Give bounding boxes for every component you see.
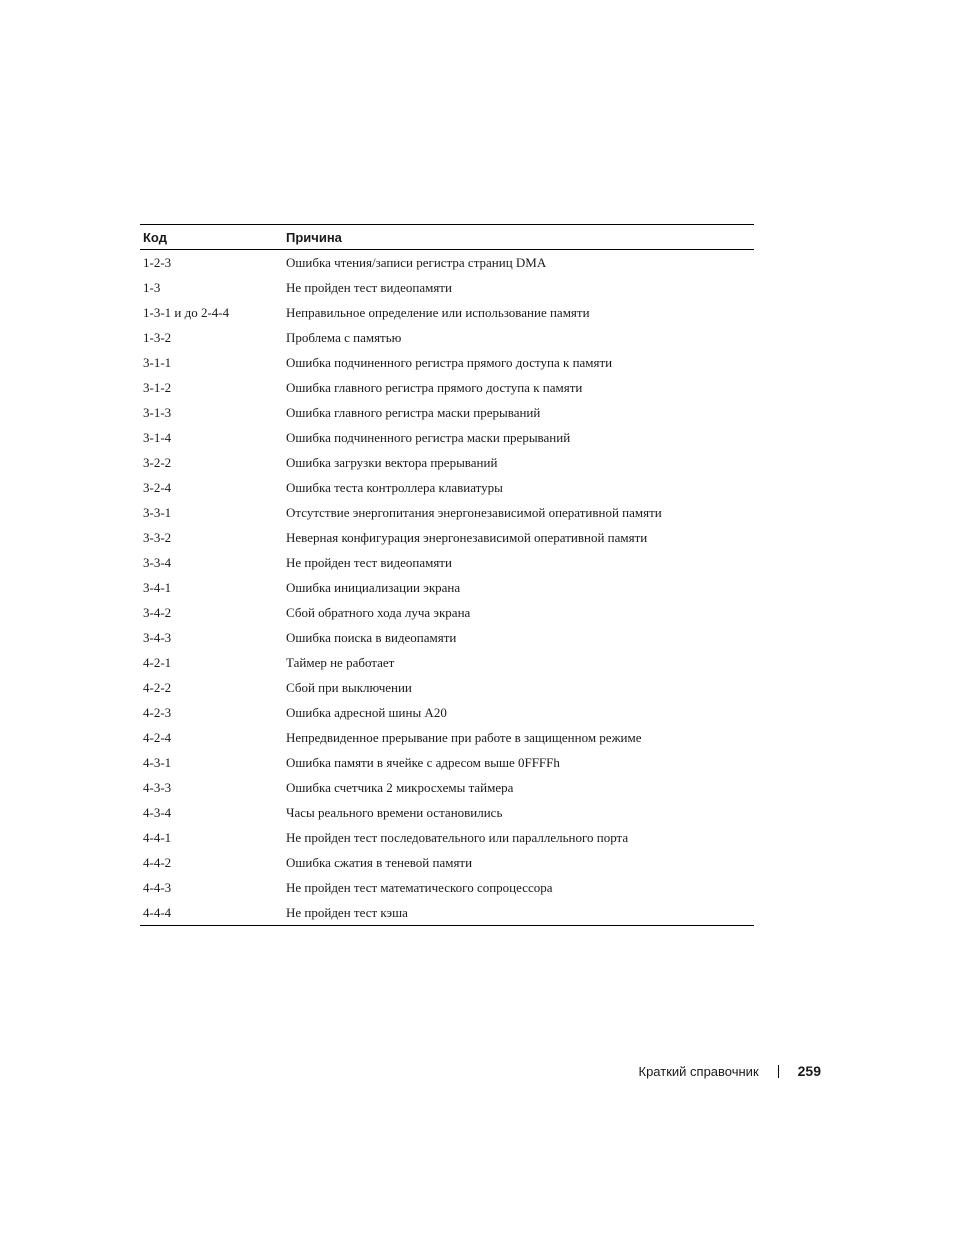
error-code-cell: 4-2-4 — [143, 729, 172, 745]
error-code-cell: 4-2-1 — [143, 654, 172, 670]
error-code-cell: 4-4-3 — [143, 879, 172, 895]
error-cause-cell: Таймер не работает — [286, 654, 395, 670]
error-code-cell: 3-1-1 — [143, 354, 172, 370]
error-code-cell: 3-1-3 — [143, 404, 172, 420]
error-code-cell: 3-3-2 — [143, 529, 172, 545]
table-row — [140, 350, 754, 375]
error-code-cell: 4-4-1 — [143, 829, 172, 845]
error-cause-cell: Ошибка подчиненного регистра маски прерываний — [286, 429, 571, 445]
table-row — [140, 850, 754, 875]
error-cause-cell: Ошибка загрузки вектора прерываний — [286, 454, 498, 470]
error-cause-cell: Сбой обратного хода луча экрана — [286, 604, 471, 620]
error-code-cell: 3-3-4 — [143, 554, 172, 570]
footer-separator — [778, 1065, 779, 1078]
error-code-cell: 4-2-2 — [143, 679, 172, 695]
error-cause-cell: Ошибка памяти в ячейке с адресом выше 0FFFFh — [286, 754, 560, 770]
error-cause-cell: Ошибка поиска в видеопамяти — [286, 629, 457, 645]
column-header-cause: Причина — [283, 225, 754, 250]
error-code-table — [140, 224, 754, 926]
error-code-cell: 4-3-4 — [143, 804, 172, 820]
error-cause-cell: Ошибка счетчика 2 микросхемы таймера — [286, 779, 514, 795]
error-cause-cell: Неправильное определение или использование памяти — [286, 304, 590, 320]
table-row — [140, 750, 754, 775]
table-header — [140, 225, 754, 250]
error-code-cell: 3-1-2 — [143, 379, 172, 395]
error-cause-cell: Не пройден тест математического сопроцессора — [286, 879, 553, 895]
error-code-cell: 4-3-1 — [143, 754, 172, 770]
error-cause-cell: Не пройден тест видеопамяти — [286, 279, 452, 295]
table-row — [140, 550, 754, 575]
error-cause-cell: Ошибка чтения/записи регистра страниц DMA — [286, 254, 547, 270]
error-code-cell: 1-3-1 и до 2-4-4 — [143, 304, 230, 320]
error-code-cell: 3-2-2 — [143, 454, 172, 470]
table-row — [140, 375, 754, 400]
error-cause-cell: Ошибка адресной шины A20 — [286, 704, 447, 720]
table-row — [140, 250, 754, 276]
table-row — [140, 725, 754, 750]
column-header-code: Код — [140, 225, 283, 250]
error-cause-cell: Ошибка главного регистра маски прерываний — [286, 404, 541, 420]
error-cause-cell: Неверная конфигурация энергонезависимой оперативной памяти — [286, 529, 648, 545]
error-code-cell: 4-2-3 — [143, 704, 172, 720]
error-cause-cell: Ошибка сжатия в теневой памяти — [286, 854, 473, 870]
error-cause-cell: Отсутствие энергопитания энергонезависимой оперативной памяти — [286, 504, 662, 520]
table-row — [140, 500, 754, 525]
table-row — [140, 800, 754, 825]
error-cause-cell: Ошибка подчиненного регистра прямого доступа к памяти — [286, 354, 613, 370]
error-code-cell: 3-1-4 — [143, 429, 172, 445]
error-cause-cell: Не пройден тест кэша — [286, 904, 408, 920]
error-cause-cell: Не пройден тест видеопамяти — [286, 554, 452, 570]
error-cause-cell: Ошибка главного регистра прямого доступа к памяти — [286, 379, 583, 395]
table-row — [140, 825, 754, 850]
error-code-cell: 3-4-3 — [143, 629, 172, 645]
table-row — [140, 325, 754, 350]
error-code-cell: 3-3-1 — [143, 504, 172, 520]
table-row — [140, 900, 754, 926]
error-cause-cell: Не пройден тест последовательного или параллельного порта — [286, 829, 629, 845]
table-row — [140, 875, 754, 900]
error-cause-cell: Сбой при выключении — [286, 679, 412, 695]
error-cause-cell: Ошибка инициализации экрана — [286, 579, 461, 595]
page-footer — [600, 1061, 821, 1081]
table-row — [140, 625, 754, 650]
table-row — [140, 300, 754, 325]
page-number: 259 — [797, 1063, 821, 1079]
error-code-cell: 3-2-4 — [143, 479, 172, 495]
table-row — [140, 775, 754, 800]
table-row — [140, 275, 754, 300]
error-code-cell: 3-4-2 — [143, 604, 172, 620]
table-header-row — [140, 225, 754, 250]
error-cause-cell: Ошибка теста контроллера клавиатуры — [286, 479, 503, 495]
table-row — [140, 475, 754, 500]
error-code-cell: 4-3-3 — [143, 779, 172, 795]
table-row — [140, 675, 754, 700]
table-row — [140, 425, 754, 450]
table-row — [140, 650, 754, 675]
error-code-table-container — [140, 224, 754, 926]
table-row — [140, 400, 754, 425]
table-row — [140, 575, 754, 600]
error-code-cell: 1-3-2 — [143, 329, 172, 345]
footer-section-title: Краткий справочник — [638, 1063, 759, 1079]
error-code-cell: 4-4-2 — [143, 854, 172, 870]
table-row — [140, 450, 754, 475]
table-row — [140, 525, 754, 550]
error-cause-cell: Непредвиденное прерывание при работе в защищенном режиме — [286, 729, 642, 745]
error-code-cell: 1-3 — [143, 279, 161, 295]
table-row — [140, 700, 754, 725]
error-cause-cell: Часы реального времени остановились — [286, 804, 503, 820]
table-body — [140, 250, 754, 926]
error-code-cell: 3-4-1 — [143, 579, 172, 595]
error-code-cell: 1-2-3 — [143, 254, 172, 270]
error-cause-cell: Проблема с памятью — [286, 329, 402, 345]
table-row — [140, 600, 754, 625]
error-code-cell: 4-4-4 — [143, 904, 172, 920]
